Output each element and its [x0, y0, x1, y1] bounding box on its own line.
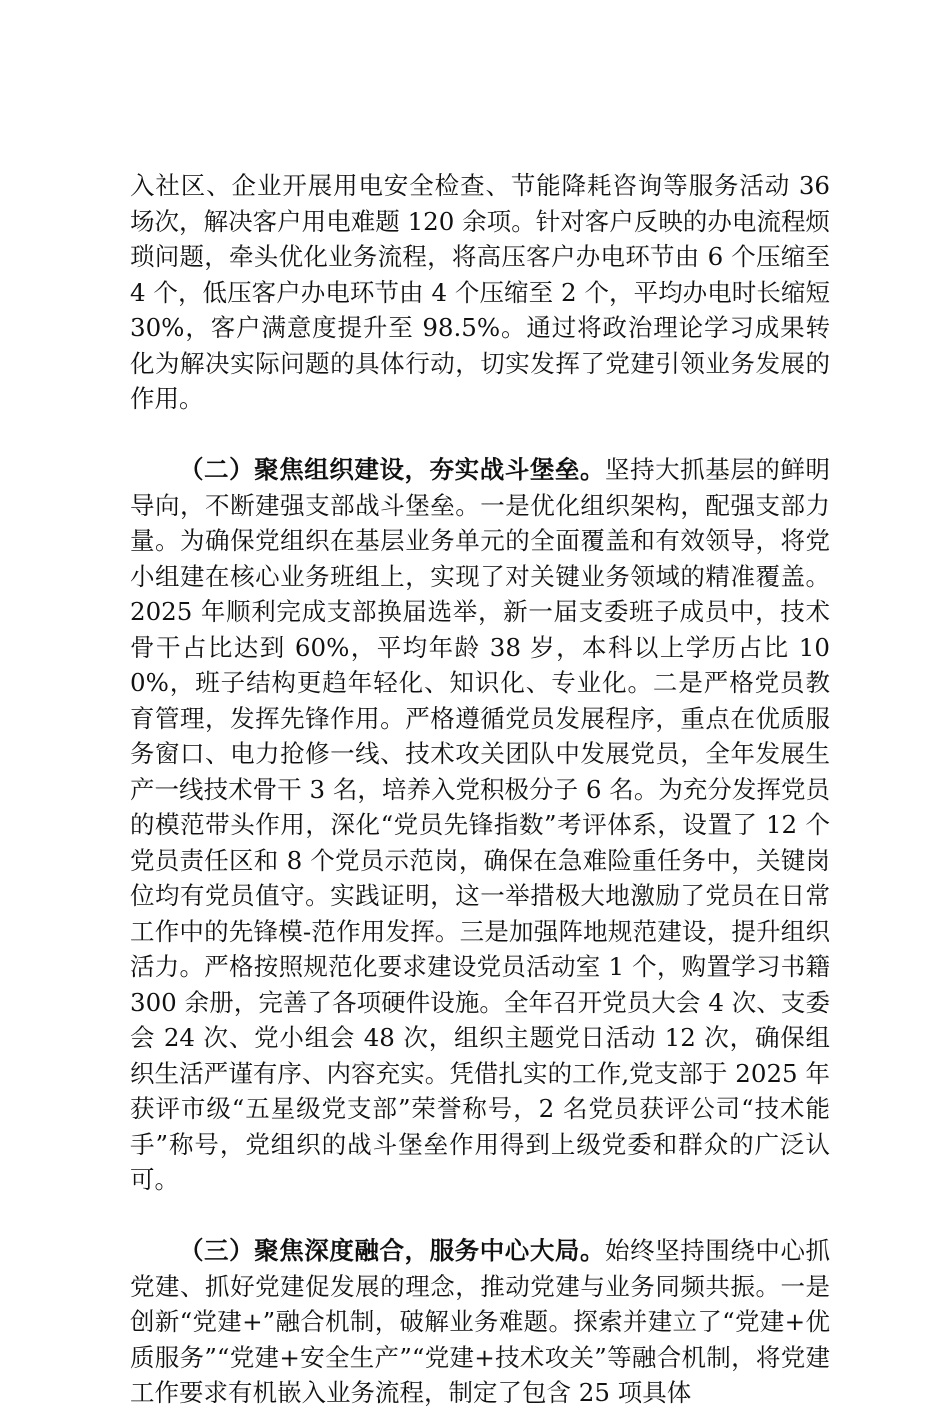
section-heading-three: （三）聚焦深度融合，服务中心大局。 — [179, 1236, 606, 1265]
document-body — [130, 168, 830, 1411]
paragraph-text: 始终坚持围绕中心抓党建、抓好党建促发展的理念，推动党建与业务同频共振。一是创新“党建+”融合机制，破解业务难题。探索并建立了“党建+优质服务”“党建+安全生产”“党建+技术攻关”等融合机制，将党建工作要求有机嵌入业务流程，制定了包含 25 项具体 — [130, 1236, 831, 1407]
paragraph-text: 坚持大抓基层的鲜明导向，不断建强支部战斗堡垒。一是优化组织架构，配强支部力量。为确保党组织在基层业务单元的全面覆盖和有效领导，将党小组建在核心业务班组上，实现了对关键业务领域的精准覆盖。2025 年顺利完成支部换届选举，新一届支委班子成员中，技术骨干占比达到 60%，平均年龄 38 岁，本科以上学历占比 100%，班子结构更趋年轻化、知识化、专业化。二是严格党员教育管理，发挥先锋作用。严格遵循党员发展程序，重点在优质服务窗口、电力抢修一线、技术攻关团队中发展党员，全年发展生产一线技术骨干 3 名，培养入党积极分子 6 名。为充分发挥党员的模范带头作用，深化“党员先锋指数”考评体系，设置了 12 个党员责任区和 8 个党员示范岗，确保在急难险重任务中，关键岗位均有党员值守。实践证明，这一举措极大地激励了党员在日常工作中的先锋模-范作用发挥。三是加强阵地规范建设，提升组织活力。严格按照规范化要求建设党员活动室 1 个，购置学习书籍 300 余册，完善了各项硬件设施。全年召开党员大会 4 次、支委会 24 次、党小组会 48 次，组织主题党日活动 12 次，确保组织生活严谨有序、内容充实。凭借扎实的工作,党支部于 2025 年获评市级“五星级党支部”荣誉称号，2 名党员获评公司“技术能手”称号，党组织的战斗堡垒作用得到上级党委和群众的广泛认可。 — [130, 455, 831, 1194]
paragraph-continued — [130, 168, 830, 417]
paragraph-text: 入社区、企业开展用电安全检查、节能降耗咨询等服务活动 36 场次，解决客户用电难题 120 余项。针对客户反映的办电流程烦琐问题，牵头优化业务流程，将高压客户办电环节由 6 个压缩至 4 个，低压客户办电环节由 4 个压缩至 2 个，平均办电时长缩短 30%，客户满意度提升至 98.5%。通过将政治理论学习成果转化为解决实际问题的具体行动，切实发挥了党建引领业务发展的作用。 — [130, 171, 830, 413]
paragraph-deep-integration — [130, 1233, 830, 1411]
section-heading-two: （二）聚焦组织建设，夯实战斗堡垒。 — [179, 455, 606, 484]
paragraph-organization-building — [130, 452, 830, 1198]
